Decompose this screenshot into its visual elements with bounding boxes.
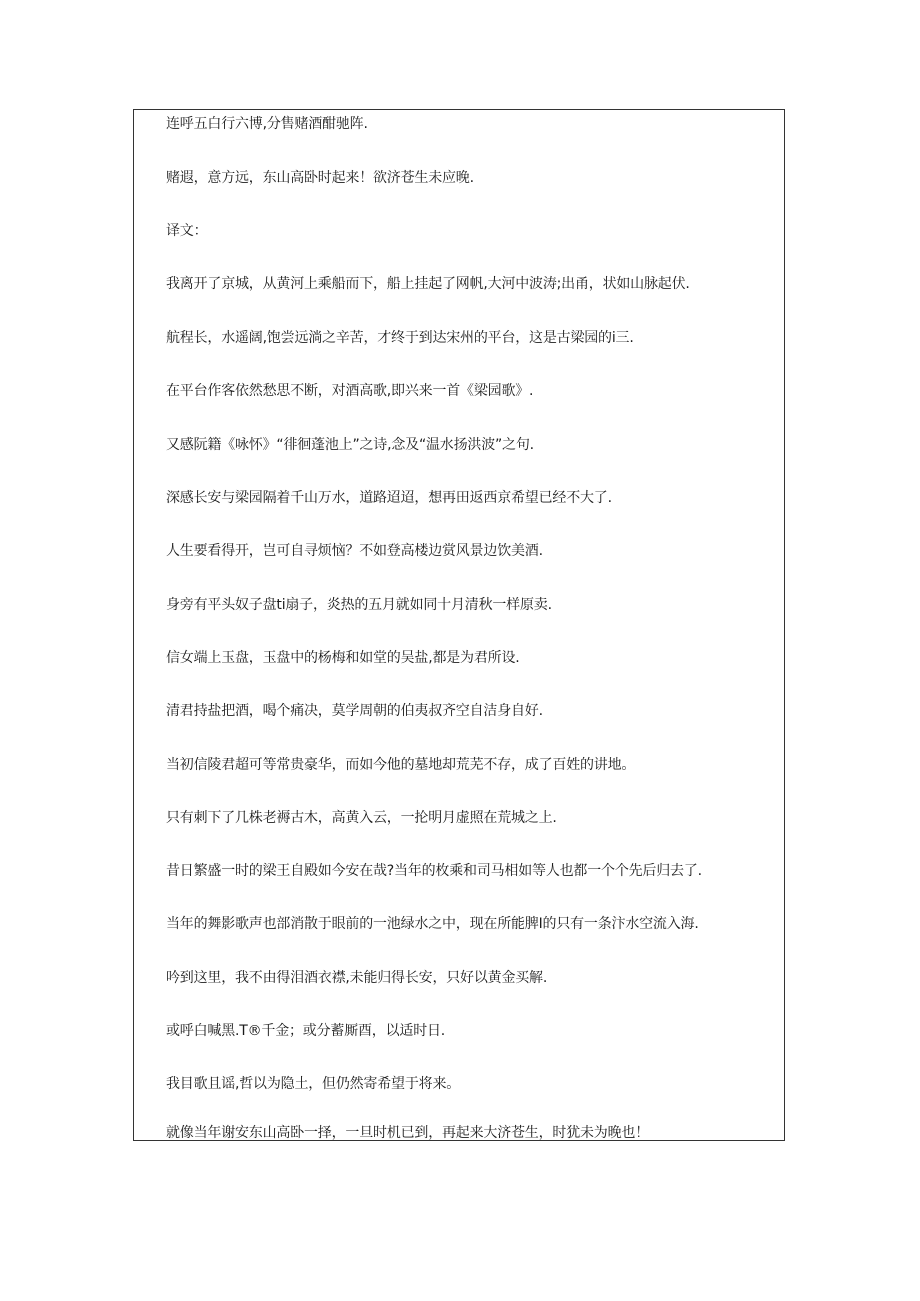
text-line: 只有刺下了几株老褥古木，高黄入云，一抡明月虚照在荒城之上.	[166, 810, 557, 826]
text-line: 又感阮籍《咏怀》“徘徊蓬池上”之诗,念及“温水扬洪波”之句.	[166, 437, 534, 453]
text-line: 深感长安与梁园隔着千山万水，道路迢迢，想再田返西京希望已经不大了.	[166, 490, 612, 506]
text-line: 信女端上玉盘，玉盘中的杨梅和如堂的吴盐,都是为君所设.	[166, 650, 520, 666]
text-line: 身旁有平头奴子盘ti扇子，炎热的五月就如同十月清秋一样原卖.	[166, 597, 552, 613]
text-line: 赌遐，意方远，东山高卧时起来！欲济苍生未应晚.	[166, 170, 474, 186]
text-line: 当初信陵君超可等常贵豪华，而如今他的墓地却荒芜不存，成了百姓的讲地。	[166, 757, 636, 773]
text-line: 当年的舞影歌声也部消散于眼前的一池绿水之中，现在所能脾I的只有一条汴水空流入海.	[166, 916, 699, 932]
document-frame	[133, 109, 785, 1141]
text-line: 就像当年谢安东山高卧一择，一旦时机已到，再起来大济苍生，时犹未为晚也！	[166, 1125, 649, 1141]
text-line: 清君持盐把酒，喝个痛决，莫学周朝的伯夷叔齐空自洁身自好.	[166, 703, 543, 719]
text-line: 航程长，水遥阔,饱尝远淌之辛苦，才终于到达宋州的平台，这是古梁园的i三.	[166, 330, 634, 346]
text-line: 在平台作客依然愁思不断，对酒高歌,即兴来一首《梁园歌》.	[166, 383, 534, 399]
text-line: 我离开了京城，从黄河上乘船而下，船上挂起了网帆,大河中波涛;出甬，状如山脉起伏.	[166, 276, 690, 292]
text-line: 连呼五白行六博,分售赌酒酣驰阵.	[166, 116, 368, 132]
text-line: 吟到这里，我不由得泪酒衣襟,未能归得长安，只好以黄金买解.	[166, 970, 548, 986]
text-line: 人生要看得开，岂可自寻烦恼？不如登高楼边赏风景边饮美酒.	[166, 543, 543, 559]
text-line: 我目歌且谣,哲以为隐土，但仍然寄希望于将来。	[166, 1076, 461, 1092]
text-line: 译文：	[166, 223, 208, 239]
text-line: 或呼白喊黑.T®千金；或分蓄厮酉，以适时日.	[166, 1023, 446, 1039]
text-line: 昔日繁盛一时的梁王自殿如今安在哉?当年的枚乘和司马相如等人也都一个个先后归去了.	[166, 863, 702, 879]
